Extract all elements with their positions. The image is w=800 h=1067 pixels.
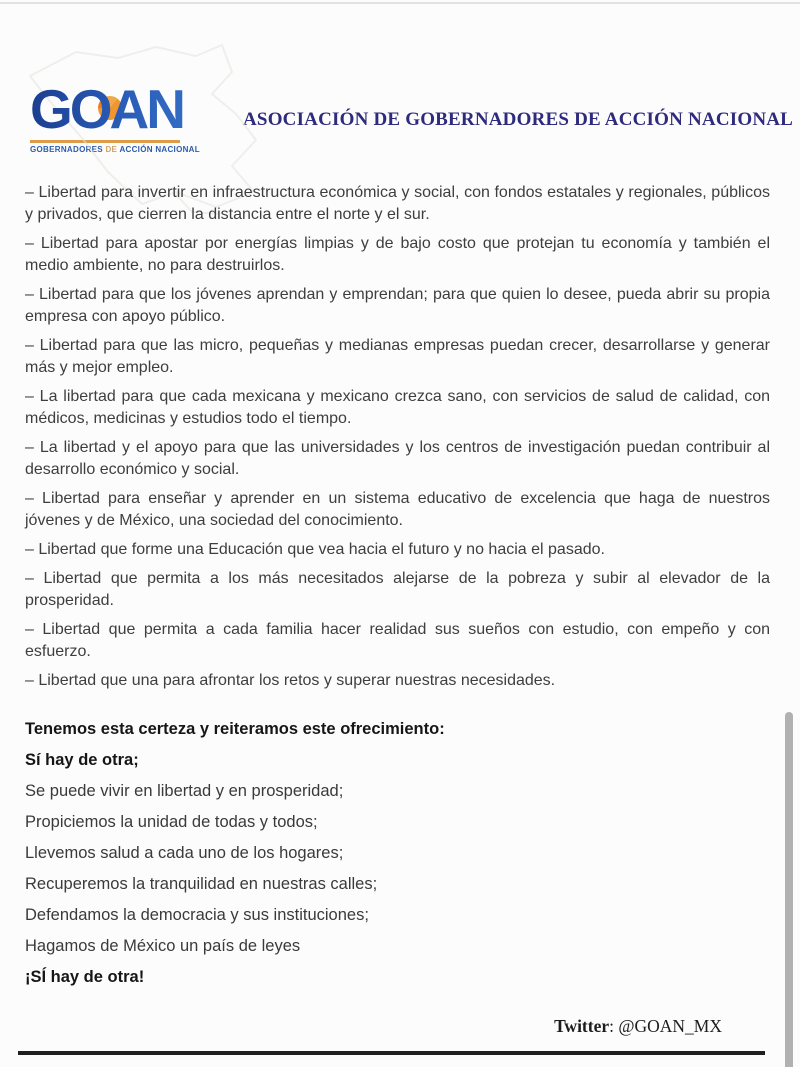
letter-body xyxy=(25,182,770,997)
org-title: ASOCIACIÓN DE GOBERNADORES DE ACCIÓN NACIONAL xyxy=(243,109,794,130)
closing-final-line: ¡SÍ hay de otra! xyxy=(25,968,145,986)
paragraph: – La libertad para que cada mexicana y mexicano crezca sano, con servicios de salud de calidad, con médicos, medicinas y estudios todo el tiempo. xyxy=(25,388,770,427)
footer xyxy=(554,1016,722,1037)
scrollbar-thumb[interactable] xyxy=(785,712,793,1067)
closing-subheading: Sí hay de otra; xyxy=(25,751,139,769)
letterhead xyxy=(30,40,794,154)
closing-lines xyxy=(25,780,770,957)
paragraph: – La libertad y el apoyo para que las universidades y los centros de investigación puedan contribuir al desarrollo económico y social. xyxy=(25,439,770,478)
closing-line: Llevemos salud a cada uno de los hogares; xyxy=(25,844,344,862)
paragraph: – Libertad para que las micro, pequeñas y medianas empresas puedan crecer, desarrollarse y generar más y mejor empleo. xyxy=(25,337,770,376)
paragraph: – Libertad que una para afrontar los retos y superar nuestras necesidades. xyxy=(25,672,556,689)
paragraph: – Libertad que permita a cada familia hacer realidad sus sueños con estudio, con empeño y con esfuerzo. xyxy=(25,621,770,660)
logo-divider xyxy=(30,140,180,143)
closing-line: Se puede vivir en libertad y en prosperidad; xyxy=(25,782,344,800)
top-divider xyxy=(0,2,800,4)
logo-subtext-left: GOBERNADORES xyxy=(30,145,103,154)
paragraph: – Libertad para enseñar y aprender en un sistema educativo de excelencia que haga de nuestros jóvenes y de México, una sociedad del conocimiento. xyxy=(25,490,770,529)
paragraph: – Libertad para apostar por energías limpias y de bajo costo que protejan tu economía y también el medio ambiente, no para destruirlos. xyxy=(25,235,770,274)
twitter-label: Twitter xyxy=(554,1016,610,1036)
closing-line: Hagamos de México un país de leyes xyxy=(25,937,301,955)
closing-line: Propiciemos la unidad de todas y todos; xyxy=(25,813,318,831)
logo-subtext-de: DE xyxy=(105,145,118,154)
logo-subtext-right: ACCIÓN NACIONAL xyxy=(119,145,200,154)
liberty-paragraphs xyxy=(25,182,770,692)
goan-wordmark: GOAN xyxy=(30,82,235,137)
goan-logo xyxy=(30,40,235,154)
logo-subtext xyxy=(30,145,200,154)
closing-line: Recuperemos la tranquilidad en nuestras calles; xyxy=(25,875,378,893)
bottom-divider xyxy=(18,1051,765,1055)
closing-heading: Tenemos esta certeza y reiteramos este ofrecimiento: xyxy=(25,720,445,738)
closing-line: Defendamos la democracia y sus instituciones; xyxy=(25,906,369,924)
twitter-handle: : @GOAN_MX xyxy=(609,1016,722,1036)
paragraph: – Libertad que forme una Educación que vea hacia el futuro y no hacia el pasado. xyxy=(25,541,605,558)
paragraph: – Libertad para invertir en infraestructura económica y social, con fondos estatales y regionales, públicos y privados, que cierren la distancia entre el norte y el sur. xyxy=(25,184,770,223)
paragraph: – Libertad que permita a los más necesitados alejarse de la pobreza y subir al elevador de la prosperidad. xyxy=(25,570,770,609)
paragraph: – Libertad para que los jóvenes aprendan y emprendan; para que quien lo desee, pueda abrir su propia empresa con apoyo público. xyxy=(25,286,770,325)
